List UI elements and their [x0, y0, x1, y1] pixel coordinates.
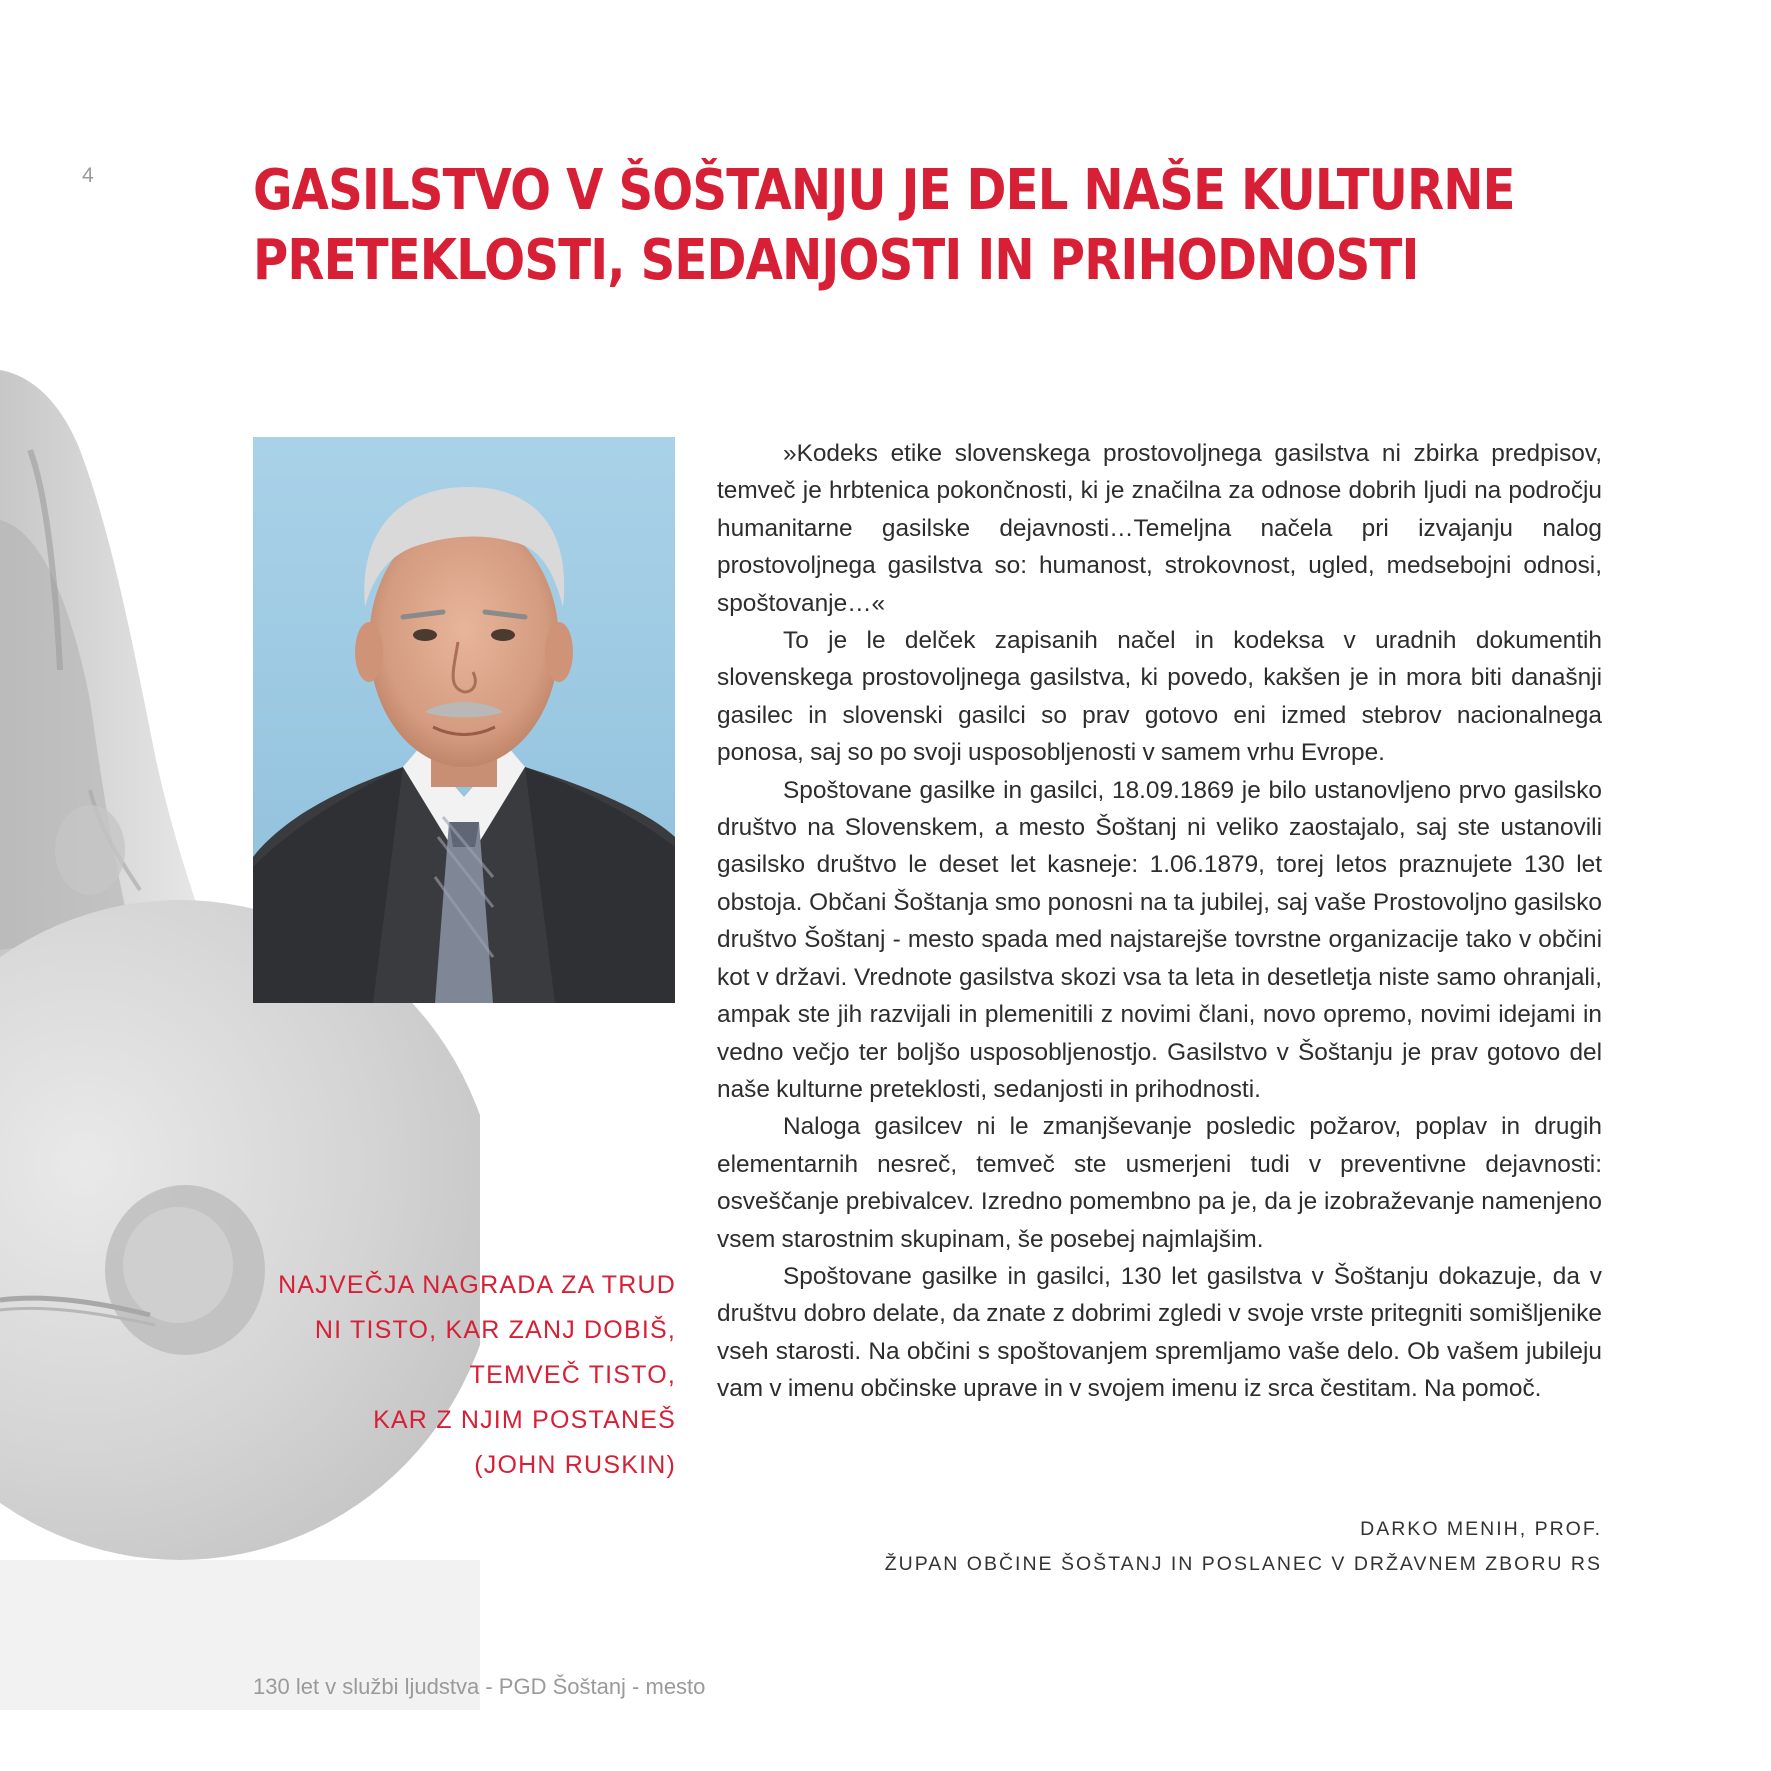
quote-line: NAJVEČJA NAGRADA ZA TRUD	[278, 1271, 676, 1299]
portrait-photo	[253, 437, 675, 1003]
page-title-line-1: GASILSTVO V ŠOŠTANJU JE DEL NAŠE KULTURNE	[253, 158, 1515, 223]
page-title-line-2: PRETEKLOSTI, SEDANJOSTI IN PRIHODNOSTI	[253, 228, 1419, 293]
article-paragraph: Spoštovane gasilke in gasilci, 18.09.1869 je bilo ustanovljeno prvo gasilsko društvo na Slovenskem, a mesto Šoštanj ni veliko zaostajalo, saj ste ustanovili gasilsko društvo le deset let kasneje: 1.06.1879, torej letos praznujete 130 let obstoja. Občani Šoštanja smo ponosni na ta jubilej, saj vaše Prostovoljno gasilsko društvo Šoštanj - mesto spada med najstarejše tovrstne organizacije tako v občini kot v državi. Vrednote gasilstva skozi vsa ta leta in desetletja niste samo ohranjali, ampak ste jih razvijali in plemenitili z novimi člani, novo opremo, novimi idejami in vedno večjo ter boljšo usposobljenostjo. Gasilstvo v Šoštanju je prav gotovo del naše kulturne preteklosti, sedanjosti in prihodnosti.	[717, 776, 1602, 1103]
quote-line: KAR Z NJIM POSTANEŠ	[373, 1406, 676, 1434]
quote-line: NI TISTO, KAR ZANJ DOBIŠ,	[314, 1316, 676, 1344]
signature-name: DARKO MENIH, PROF.	[1360, 1518, 1602, 1540]
quote-line: TEMVEČ TISTO,	[469, 1361, 676, 1389]
article-paragraph: Naloga gasilcev ni le zmanjševanje posledic požarov, poplav in drugih elementarnih nesreč, temveč ste usmerjeni tudi v preventivne dejavnosti: osveščanje prebivalcev. Izredno pomembno pa je, da je izobraževanje namenjeno vsem starostnim skupinam, še posebej najmlajšim.	[717, 1113, 1602, 1253]
quote-attribution: (JOHN RUSKIN)	[474, 1451, 676, 1479]
article-body	[717, 435, 1602, 1408]
article-paragraph: Spoštovane gasilke in gasilci, 130 let gasilstva v Šoštanju dokazuje, da v društvu dobro delate, da znate z dobrimi zgledi v svoje vrste pritegniti somišljenike vseh starosti. Na občini s spoštovanjem spremljamo vaše delo. Ob vašem jubileju vam v imenu občinske uprave in v svojem imenu iz srca čestitam. Na pomoč.	[717, 1262, 1602, 1403]
signature-block	[800, 1512, 1602, 1582]
page-footer: 130 let v službi ljudstva - PGD Šoštanj - mesto	[253, 1674, 706, 1699]
pull-quote	[240, 1263, 676, 1488]
page-title	[253, 156, 1673, 296]
page-number: 4	[82, 164, 94, 187]
signature-title: ŽUPAN OBČINE ŠOŠTANJ IN POSLANEC V DRŽAVNEM ZBORU RS	[884, 1553, 1602, 1575]
article-paragraph: »Kodeks etike slovenskega prostovoljnega gasilstva ni zbirka predpisov, temveč je hrbtenica pokončnosti, ki je značilna za odnose dobrih ljudi na področju humanitarne gasilske dejavnosti…Temeljna načela pri izvajanju nalog prostovoljnega gasilstva so: humanost, strokovnost, ugled, medsebojni odnosi, spoštovanje…«	[717, 440, 1602, 617]
article-paragraph: To je le delček zapisanih načel in kodeksa v uradnih dokumentih slovenskega prostovoljnega gasilstva, ki povedo, kakšen je in mora biti današnji gasilec in slovenski gasilci so prav gotovo eni izmed stebrov nacionalnega ponosa, saj so po svoji usposobljenosti v samem vrhu Evrope.	[717, 627, 1602, 767]
